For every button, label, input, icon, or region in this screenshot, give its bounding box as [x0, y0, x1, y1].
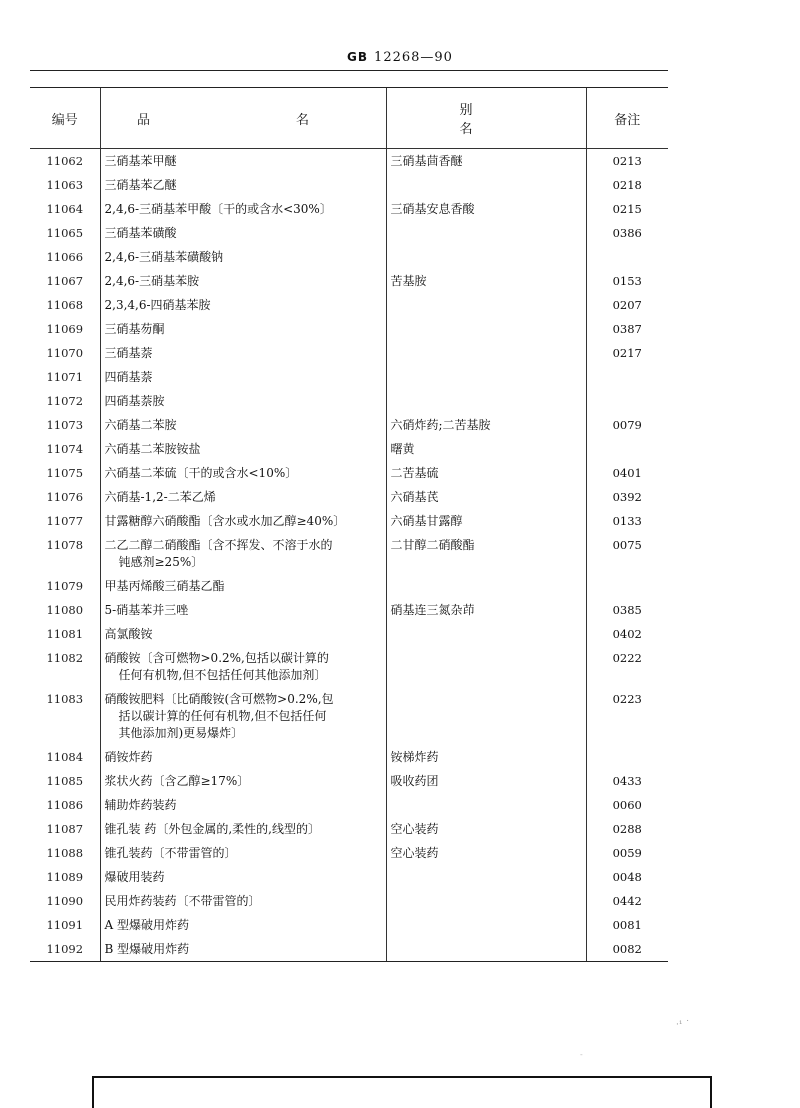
- table-row: [30, 317, 668, 341]
- cell-name-line: 六硝基二苯胺铵盐: [104, 442, 201, 456]
- cell-name: [100, 646, 386, 687]
- cell-note: [586, 365, 668, 389]
- cell-alias: [386, 293, 586, 317]
- table-row: [30, 937, 668, 962]
- cell-number: 11080: [46, 603, 84, 617]
- cell-number: 11083: [46, 692, 84, 706]
- cell-alias: 二甘醇二硝酸酯: [386, 533, 586, 574]
- column-header-name: 品 名: [100, 88, 386, 149]
- cell-name-line: 六硝基二苯硫〔干的或含水<10%〕: [104, 466, 298, 480]
- cell-name-line: 甲基丙烯酸三硝基乙酯: [104, 579, 225, 593]
- cell-name-line: 2,4,6-三硝基苯胺: [104, 274, 200, 288]
- cell-note: 0402: [586, 622, 668, 646]
- table-row: [30, 687, 668, 745]
- cell-note: 0218: [586, 173, 668, 197]
- cell-alias: 二苦基硫: [386, 461, 586, 485]
- table-row: [30, 341, 668, 365]
- table-row: [30, 437, 668, 461]
- table-row: [30, 221, 668, 245]
- table-row: [30, 413, 668, 437]
- cell-note: 0433: [586, 769, 668, 793]
- cell-name-line: 锥孔装药〔不带雷管的〕: [104, 846, 237, 860]
- cell-number: 11063: [46, 178, 84, 192]
- cell-number: 11067: [46, 274, 84, 288]
- cell-name-line: 高氯酸铵: [104, 627, 153, 641]
- table-row: [30, 509, 668, 533]
- cell-number: 11089: [46, 870, 84, 884]
- cell-number: 11079: [46, 579, 84, 593]
- cell-name: [100, 793, 386, 817]
- table-row: [30, 646, 668, 687]
- cell-alias: 六硝基芪: [386, 485, 586, 509]
- cell-name: [100, 317, 386, 341]
- cell-name: [100, 149, 386, 174]
- cell-note: [586, 437, 668, 461]
- cell-name: [100, 509, 386, 533]
- table-row: [30, 245, 668, 269]
- cell-name-line: 甘露糖醇六硝酸酯〔含水或水加乙醇≥40%〕: [104, 514, 346, 528]
- cell-name: [100, 913, 386, 937]
- cell-alias: [386, 341, 586, 365]
- cell-note: 0079: [586, 413, 668, 437]
- cell-number: 11081: [46, 627, 84, 641]
- cell-alias: [386, 913, 586, 937]
- cell-name-line: 括以碳计算的任何有机物,但不包括任何: [118, 709, 327, 723]
- cell-number: 11074: [46, 442, 84, 456]
- cell-number: 11073: [46, 418, 84, 432]
- cell-note: [586, 745, 668, 769]
- cell-alias: [386, 365, 586, 389]
- cell-name-line: 硝铵炸药: [104, 750, 153, 764]
- cell-alias: [386, 245, 586, 269]
- table-row: [30, 197, 668, 221]
- cell-name-line: 三硝基萘: [104, 346, 153, 360]
- cell-name: [100, 269, 386, 293]
- cell-number: 11090: [46, 894, 84, 908]
- cell-name: [100, 889, 386, 913]
- cell-number: 11077: [46, 514, 84, 528]
- cell-name: [100, 687, 386, 745]
- cell-name-line: 二乙二醇二硝酸酯〔含不挥发、不溶于水的: [104, 538, 333, 552]
- cell-note: 0223: [586, 687, 668, 745]
- cell-alias: [386, 646, 586, 687]
- cell-note: 0059: [586, 841, 668, 865]
- table-row: [30, 485, 668, 509]
- cell-name-line: 2,4,6-三硝基苯磺酸钠: [104, 250, 224, 264]
- cell-name-line: 三硝基苯磺酸: [104, 226, 177, 240]
- scan-speck-2: -: [580, 1050, 583, 1059]
- cell-note: 0222: [586, 646, 668, 687]
- table-row: [30, 841, 668, 865]
- cell-alias: 三硝基安息香酸: [386, 197, 586, 221]
- cell-note: [586, 574, 668, 598]
- cell-number: 11062: [46, 154, 84, 168]
- cell-number: 11087: [46, 822, 84, 836]
- cell-name: [100, 598, 386, 622]
- cell-name: [100, 221, 386, 245]
- cell-number: 11064: [46, 202, 84, 216]
- table-row: [30, 622, 668, 646]
- cell-name-line: 5-硝基苯并三唑: [104, 603, 189, 617]
- header-rule: [30, 70, 668, 71]
- table-row: [30, 389, 668, 413]
- cell-alias: 空心装药: [386, 817, 586, 841]
- cell-name-line: 钝感剂≥25%〕: [118, 555, 204, 569]
- cell-note: 0442: [586, 889, 668, 913]
- cell-alias: [386, 687, 586, 745]
- cell-name: [100, 413, 386, 437]
- table-row: [30, 745, 668, 769]
- column-header-note: 备注: [586, 88, 668, 149]
- cell-name-line: 2,4,6-三硝基苯甲酸〔干的或含水<30%〕: [104, 202, 332, 216]
- cell-note: 0075: [586, 533, 668, 574]
- footer-frame: [92, 1076, 712, 1108]
- cell-alias: [386, 622, 586, 646]
- cell-alias: [386, 389, 586, 413]
- cell-name: [100, 574, 386, 598]
- cell-number: 11091: [46, 918, 84, 932]
- table-row: [30, 889, 668, 913]
- cell-alias: 三硝基茴香醚: [386, 149, 586, 174]
- table-row: [30, 461, 668, 485]
- cell-alias: 曙黄: [386, 437, 586, 461]
- cell-alias: 吸收药团: [386, 769, 586, 793]
- cell-number: 11092: [30, 937, 100, 962]
- cell-name-line: 三硝基芴酮: [104, 322, 165, 336]
- cell-alias: 硝基连三氮杂茚: [386, 598, 586, 622]
- column-header-number: 编号: [30, 88, 100, 149]
- cell-name-line: 硝酸铵肥料〔比硝酸铵(含可燃物>0.2%,包: [104, 692, 334, 706]
- cell-note: 0133: [586, 509, 668, 533]
- cell-name-line: 三硝基苯甲醚: [104, 154, 177, 168]
- cell-number: 11085: [46, 774, 84, 788]
- table-body: [30, 149, 668, 962]
- table-row: [30, 769, 668, 793]
- cell-note: 0207: [586, 293, 668, 317]
- cell-number: 11076: [46, 490, 84, 504]
- cell-note: 0288: [586, 817, 668, 841]
- cell-number: 11078: [46, 538, 84, 552]
- cell-note: 0392: [586, 485, 668, 509]
- cell-number: 11071: [46, 370, 84, 384]
- cell-name: [100, 769, 386, 793]
- cell-alias: [386, 574, 586, 598]
- cell-alias: [386, 317, 586, 341]
- cell-note: 0401: [586, 461, 668, 485]
- cell-name: [100, 245, 386, 269]
- cell-name-line: 辅助炸药装药: [104, 798, 177, 812]
- cell-name: [100, 533, 386, 574]
- cell-alias: [386, 937, 586, 962]
- cell-alias: [386, 865, 586, 889]
- scan-speck: ·¹ ˙: [676, 1020, 690, 1030]
- cell-note: 0153: [586, 269, 668, 293]
- cell-name-line: 民用炸药装药〔不带雷管的〕: [104, 894, 261, 908]
- cell-name: [100, 437, 386, 461]
- cell-note: 0385: [586, 598, 668, 622]
- cell-name-line: 任何有机物,但不包括任何其他添加剂〕: [118, 668, 327, 682]
- standard-prefix: GB: [347, 50, 369, 64]
- cell-name: [100, 745, 386, 769]
- cell-note: 0215: [586, 197, 668, 221]
- cell-name: [100, 341, 386, 365]
- cell-name-line: 锥孔装 药〔外包金属的,柔性的,线型的〕: [104, 822, 320, 836]
- cell-number: 11069: [46, 322, 84, 336]
- cell-note: 0386: [586, 221, 668, 245]
- cell-alias: 苦基胺: [386, 269, 586, 293]
- cell-note: 0217: [586, 341, 668, 365]
- cell-alias: [386, 173, 586, 197]
- cell-note: 0081: [586, 913, 668, 937]
- cell-number: 11084: [46, 750, 84, 764]
- cell-name: [100, 485, 386, 509]
- table-row: [30, 365, 668, 389]
- cell-name-line: A 型爆破用炸药: [104, 918, 189, 932]
- table-row: [30, 173, 668, 197]
- cell-number: 11072: [46, 394, 84, 408]
- standard-number: 12268—90: [374, 50, 453, 65]
- cell-alias: [386, 221, 586, 245]
- cell-alias: [386, 889, 586, 913]
- cell-number: 11086: [46, 798, 84, 812]
- table-header-row: [30, 88, 668, 149]
- cell-name: [100, 293, 386, 317]
- cell-number: 11068: [46, 298, 84, 312]
- cell-alias: 六硝基甘露醇: [386, 509, 586, 533]
- table-row: [30, 598, 668, 622]
- cell-name-line: 浆状火药〔含乙醇≥17%〕: [104, 774, 250, 788]
- cell-name-line: 六硝基-1,2-二苯乙烯: [104, 490, 216, 504]
- table-row: [30, 817, 668, 841]
- cell-name: [100, 622, 386, 646]
- table-row: [30, 913, 668, 937]
- cell-alias: 铵梯炸药: [386, 745, 586, 769]
- cell-number: 11088: [46, 846, 84, 860]
- cell-name: [100, 365, 386, 389]
- cell-name: [100, 173, 386, 197]
- cell-name: [100, 865, 386, 889]
- table-row: [30, 533, 668, 574]
- cell-note: 0082: [586, 937, 668, 962]
- table-row: [30, 793, 668, 817]
- cell-number: 11075: [46, 466, 84, 480]
- cell-number: 11066: [46, 250, 84, 264]
- table-row: [30, 293, 668, 317]
- cell-name-line: 三硝基苯乙醚: [104, 178, 177, 192]
- cell-name: [100, 389, 386, 413]
- cell-number: 11065: [46, 226, 84, 240]
- cell-note: [586, 389, 668, 413]
- table-row: [30, 865, 668, 889]
- cell-alias: 六硝炸药;二苦基胺: [386, 413, 586, 437]
- column-header-alias: 别 名: [386, 88, 586, 149]
- cell-name: [100, 817, 386, 841]
- table-row: [30, 269, 668, 293]
- cell-name: [100, 461, 386, 485]
- cell-name-line: 爆破用装药: [104, 870, 165, 884]
- cell-name-line: 其他添加剂)更易爆炸〕: [118, 726, 244, 740]
- cell-name: [100, 841, 386, 865]
- cell-note: [586, 245, 668, 269]
- cell-name-line: 六硝基二苯胺: [104, 418, 177, 432]
- cell-name: [100, 937, 386, 962]
- cell-alias: 空心装药: [386, 841, 586, 865]
- dangerous-goods-table: [30, 87, 668, 962]
- cell-name: [100, 197, 386, 221]
- cell-name-line: B 型爆破用炸药: [104, 942, 190, 956]
- cell-note: 0060: [586, 793, 668, 817]
- page-header: [0, 50, 800, 65]
- table-row: [30, 149, 668, 174]
- cell-number: 11070: [46, 346, 84, 360]
- cell-name-line: 四硝基萘胺: [104, 394, 165, 408]
- cell-note: 0048: [586, 865, 668, 889]
- cell-name-line: 四硝基萘: [104, 370, 153, 384]
- cell-number: 11082: [46, 651, 84, 665]
- cell-note: 0387: [586, 317, 668, 341]
- cell-alias: [386, 793, 586, 817]
- table-row: [30, 574, 668, 598]
- cell-name-line: 硝酸铵〔含可燃物>0.2%,包括以碳计算的: [104, 651, 329, 665]
- cell-name-line: 2,3,4,6-四硝基苯胺: [104, 298, 211, 312]
- cell-note: 0213: [586, 149, 668, 174]
